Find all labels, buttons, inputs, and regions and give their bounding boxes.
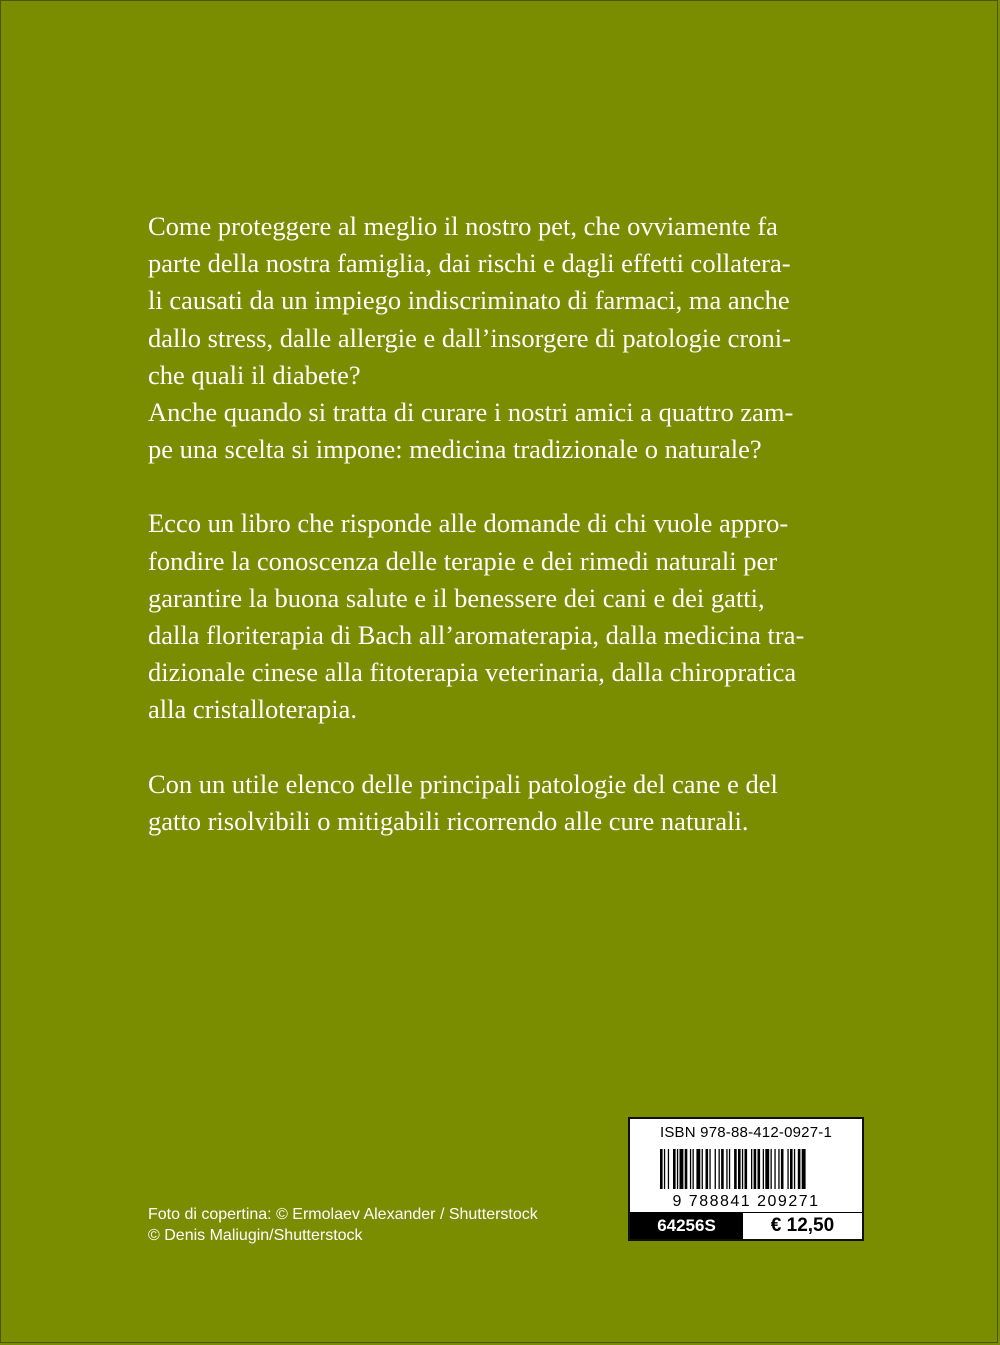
barcode-bar	[774, 1149, 775, 1189]
photo-credit-line-2: © Denis Maliugin/Shutterstock	[148, 1227, 363, 1244]
barcode-bar	[677, 1149, 678, 1189]
blurb-paragraph-1	[148, 208, 844, 468]
photo-credit-line-1: Foto di copertina: © Ermolaev Alexander / Shutterstock	[148, 1206, 538, 1223]
barcode-bar	[734, 1149, 737, 1189]
barcode-bar	[802, 1149, 806, 1189]
blurb-line: alla cristalloterapia.	[148, 694, 357, 725]
barcode-bar	[771, 1149, 772, 1189]
barcode-bar	[693, 1149, 694, 1189]
barcode-label	[628, 1117, 864, 1241]
photo-credits	[148, 1204, 538, 1246]
blurb-line: fondire la conoscenza delle terapie e dei rimedi naturali per	[148, 545, 778, 576]
barcode-bar	[715, 1149, 716, 1189]
blurb-line: pe una scelta si impone: medicina tradizionale o naturale?	[148, 434, 762, 465]
barcode-bar	[660, 1149, 663, 1189]
barcode-bar	[765, 1149, 769, 1189]
price-row	[630, 1212, 862, 1239]
blurb-line: Con un utile elenco delle principali patologie del cane e del	[148, 768, 778, 799]
blurb-line: che quali il diabete?	[148, 359, 361, 390]
barcode-bar	[726, 1149, 727, 1189]
barcode-bar	[794, 1149, 795, 1189]
barcode-bar	[706, 1149, 709, 1189]
barcode-bar	[664, 1149, 665, 1189]
blurb-line: dalla floriterapia di Bach all’aromaterapia, dalla medicina tra-	[148, 620, 805, 651]
barcode-bar	[668, 1149, 669, 1189]
barcode-bar	[754, 1149, 757, 1189]
barcode-bar	[690, 1149, 691, 1189]
barcode-bar	[702, 1149, 703, 1189]
barcode-bar	[798, 1149, 801, 1189]
barcode-bar	[709, 1149, 710, 1189]
back-cover-blurb	[148, 208, 844, 840]
blurb-line: gatto risolvibili o mitigabili ricorrendo alle cure naturali.	[148, 805, 749, 836]
barcode-bar	[685, 1149, 688, 1189]
barcode-bar	[738, 1149, 741, 1189]
product-code: 64256S	[630, 1212, 743, 1239]
barcode-bar	[729, 1149, 730, 1189]
blurb-line: dallo stress, dalle allergie e dall’insorgere di patologie croni-	[148, 322, 791, 353]
blurb-paragraph-2	[148, 505, 844, 728]
barcode-bar	[751, 1149, 752, 1189]
blurb-line: parte della nostra famiglia, dai rischi e dagli effetti collatera-	[148, 248, 791, 279]
barcode-bar	[719, 1149, 720, 1189]
blurb-line: li causati da un impiego indiscriminato di farmaci, ma anche	[148, 285, 790, 316]
blurb-paragraph-3	[148, 766, 844, 840]
barcode-bar	[745, 1149, 748, 1189]
blurb-line: garantire la buona salute e il benessere dei cani e dei gatti,	[148, 582, 765, 613]
barcode-bar	[758, 1149, 761, 1189]
barcode-graphic	[630, 1147, 862, 1210]
barcode-digits: 9 788841 209271	[672, 1193, 820, 1210]
barcode-bar	[790, 1149, 793, 1189]
barcode-bar	[763, 1149, 764, 1189]
blurb-line: Come proteggere al meglio il nostro pet, che ovviamente fa	[148, 211, 778, 241]
barcode-bar	[778, 1149, 779, 1189]
blurb-line: Ecco un libro che risponde alle domande di chi vuole appro-	[148, 508, 789, 539]
blurb-line: dizionale cinese alla fitoterapia veterinaria, dalla chiropratica	[148, 657, 797, 688]
barcode-bar	[673, 1149, 676, 1189]
barcode-bar	[721, 1149, 724, 1189]
barcode-bar	[742, 1149, 743, 1189]
barcode-bar	[787, 1149, 788, 1189]
barcode-bar	[680, 1149, 684, 1189]
isbn-text: ISBN 978-88-412-0927-1	[659, 1124, 832, 1141]
barcode-bar	[696, 1149, 700, 1189]
blurb-line: Anche quando si tratta di curare i nostri amici a quattro zam-	[148, 397, 794, 428]
price: € 12,50	[743, 1212, 862, 1239]
barcode-bar	[781, 1149, 784, 1189]
